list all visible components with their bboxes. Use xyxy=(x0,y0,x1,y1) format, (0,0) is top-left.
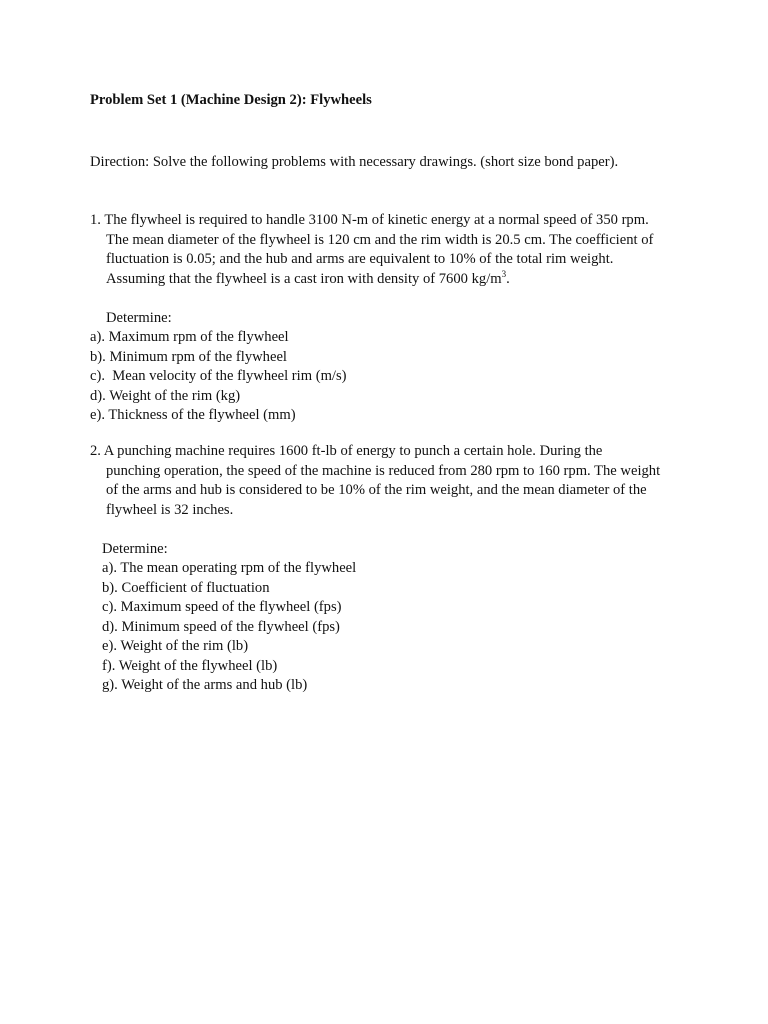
list-item: c). Mean velocity of the flywheel rim (m/s) xyxy=(90,368,347,384)
list-item: b). Minimum rpm of the flywheel xyxy=(90,348,287,365)
list-item: f). Weight of the flywheel (lb) xyxy=(102,657,278,674)
list-item: a). The mean operating rpm of the flywheel xyxy=(102,560,357,576)
list-item: d). Weight of the rim (kg) xyxy=(90,387,241,404)
problem-1 xyxy=(90,211,730,426)
problem-2-line: flywheel is 32 inches. xyxy=(106,501,234,518)
unit-superscript: 3 xyxy=(501,268,507,279)
problem-2 xyxy=(90,442,730,696)
problem-2-line: of the arms and hub is considered to be 10% of the rim weight, and the mean diameter of the xyxy=(106,482,647,498)
problem-1-statement xyxy=(90,211,730,289)
problem-2-determine xyxy=(90,540,730,696)
problem-1-line: 1. The flywheel is required to handle 3100 N-m of kinetic energy at a normal speed of 350 rpm. xyxy=(90,212,649,228)
list-item: e). Thickness of the flywheel (mm) xyxy=(90,407,296,423)
list-item: d). Minimum speed of the flywheel (fps) xyxy=(102,618,340,635)
problem-1-line: fluctuation is 0.05; and the hub and arms are equivalent to 10% of the total rim weight. xyxy=(106,251,614,267)
problem-2-line: punching operation, the speed of the machine is reduced from 280 rpm to 160 rpm. The weight xyxy=(106,462,661,479)
direction-text: Direction: Solve the following problems with necessary drawings. (short size bond paper). xyxy=(90,154,619,170)
sentence-end: . xyxy=(506,270,510,287)
list-item: e). Weight of the rim (lb) xyxy=(102,638,249,654)
problem-1-line-last xyxy=(90,270,730,290)
problem-1-determine xyxy=(90,309,730,426)
determine-label: Determine: xyxy=(102,540,168,557)
determine-label: Determine: xyxy=(106,309,172,326)
problem-2-line: 2. A punching machine requires 1600 ft-lb of energy to punch a certain hole. During the xyxy=(90,443,603,459)
document-title: Problem Set 1 (Machine Design 2): Flywheels xyxy=(90,92,372,108)
list-item: a). Maximum rpm of the flywheel xyxy=(90,329,289,345)
list-item: b). Coefficient of fluctuation xyxy=(102,579,270,596)
problem-1-line: Assuming that the flywheel is a cast iron with density of 7600 kg/m xyxy=(106,270,502,287)
list-item: g). Weight of the arms and hub (lb) xyxy=(102,677,308,693)
problem-1-line: The mean diameter of the flywheel is 120 cm and the rim width is 20.5 cm. The coefficient of xyxy=(106,231,654,248)
list-item: c). Maximum speed of the flywheel (fps) xyxy=(102,599,342,615)
problem-2-statement xyxy=(90,442,730,520)
